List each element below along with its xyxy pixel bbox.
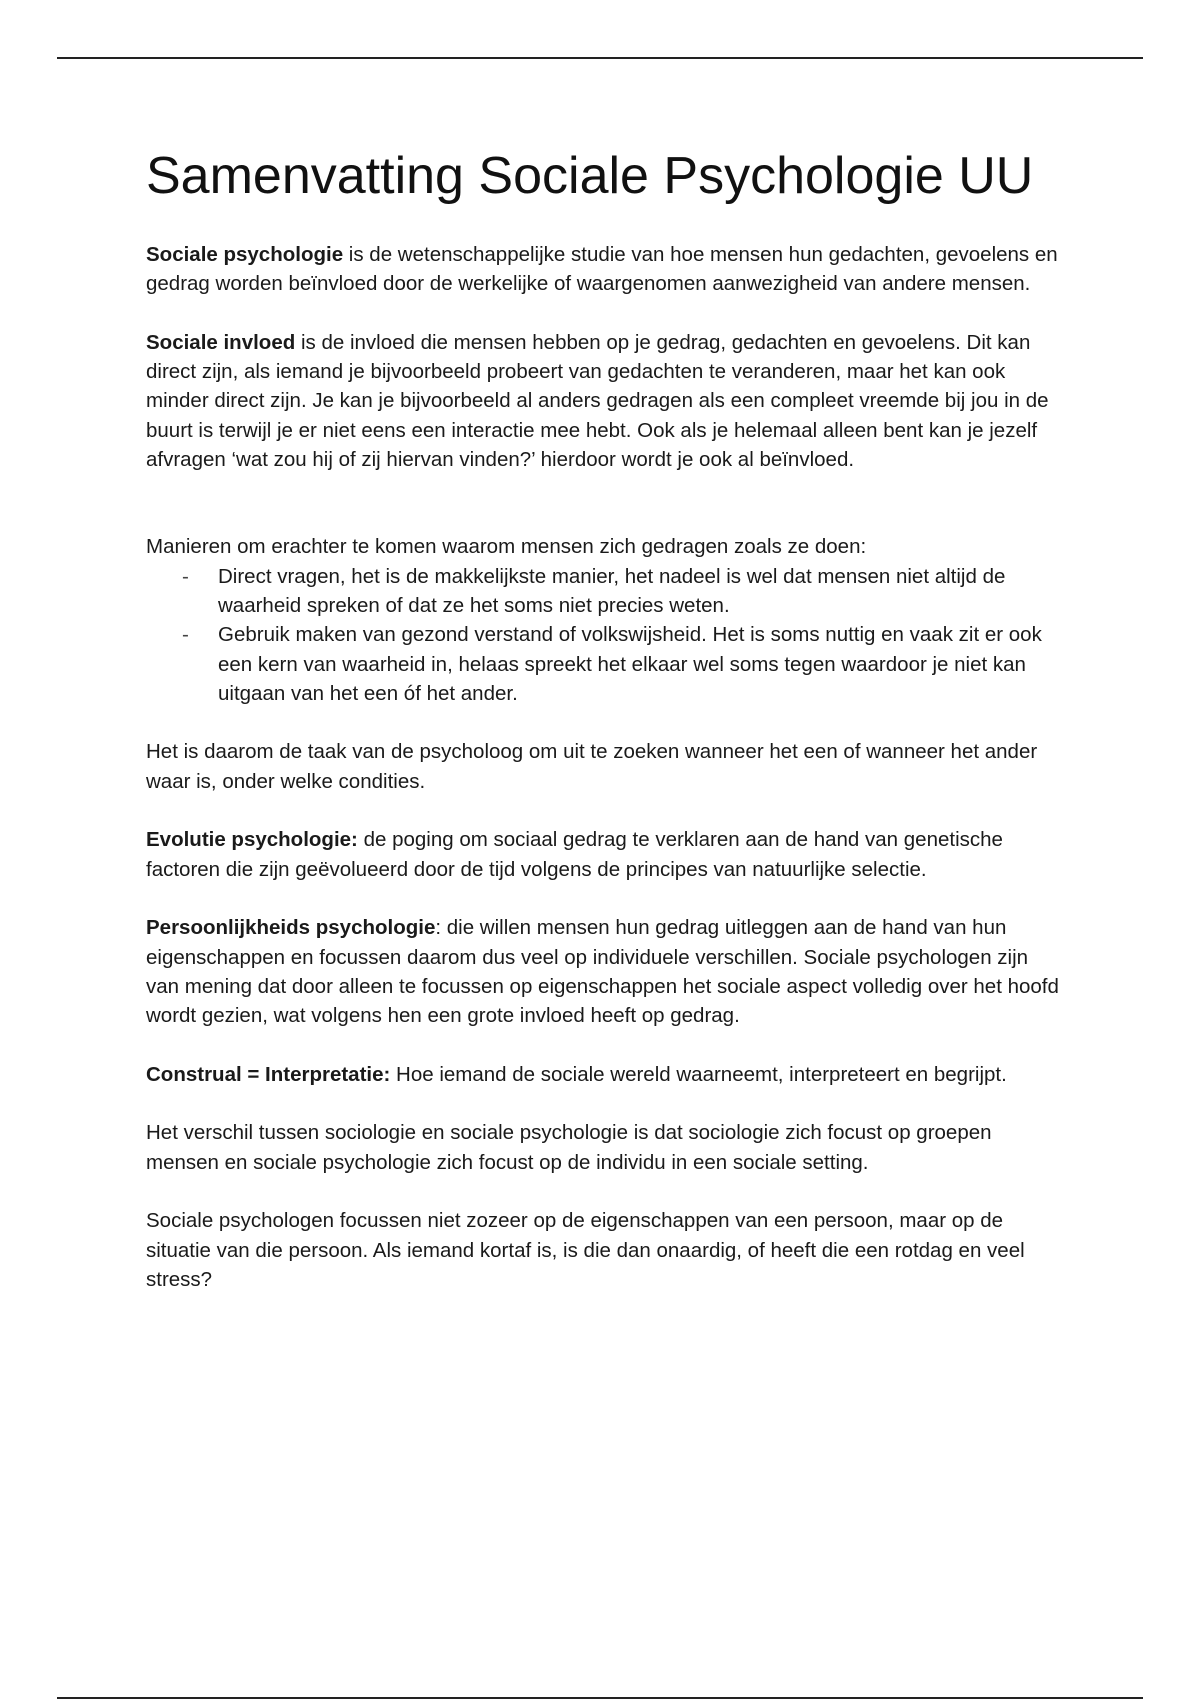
- term-construal: Construal = Interpretatie:: [146, 1062, 391, 1086]
- dash-bullet: -: [182, 623, 189, 647]
- methods-list: [146, 562, 1066, 708]
- document-title: Samenvatting Sociale Psychologie UU: [146, 147, 1034, 205]
- term-sociale-psychologie: Sociale psychologie: [146, 243, 344, 266]
- definition-text: de poging om sociaal gedrag te verklaren aan de hand van genetische factoren die zijn geëvolueerd door de tijd volgens de principes van natuurlijke selectie.: [146, 828, 1003, 881]
- paragraph-sociale-invloed: [146, 328, 1066, 474]
- paragraph-persoonlijkheids-psychologie: [146, 913, 1066, 1030]
- paragraph-evolutie-psychologie: [146, 825, 1066, 884]
- list-item: [146, 562, 1066, 621]
- list-item: [146, 620, 1066, 708]
- paragraph-construal: [146, 1060, 1066, 1089]
- dash-bullet: -: [182, 564, 189, 588]
- methods-intro: Manieren om erachter te komen waarom mensen zich gedragen zoals ze doen:: [146, 535, 867, 559]
- paragraph-taak-psycholoog: Het is daarom de taak van de psycholoog om uit te zoeken wanneer het een of wanneer het ander waar is, onder welke condities.: [146, 740, 1038, 793]
- definition-text: : die willen mensen hun gedrag uitleggen aan de hand van hun eigenschappen en focussen daarom dus veel op individuele verschillen. Sociale psychologen zijn van mening dat door alleen te focussen op eigenschappen het sociale aspect volledig over het hoofd wordt gezien, wat volgens hen een grote invloed heeft op gedrag.: [146, 916, 1059, 1028]
- definition-text: is de invloed die mensen hebben op je gedrag, gedachten en gevoelens. Dit kan direct zijn, als iemand je bijvoorbeeld probeert van gedachten te veranderen, maar het kan ook minder direct zijn. Je kan je bijvoorbeeld al anders gedragen als een compleet vreemde bij jou in de buurt is terwijl je er niet eens een interactie mee hebt. Ook als je helemaal alleen bent kan je jezelf afvragen ‘wat zou hij of zij hiervan vinden?’ hierdoor wordt je ook al beïnvloed.: [146, 330, 1049, 472]
- document-body: [146, 144, 1066, 1294]
- term-sociale-invloed: Sociale invloed: [146, 330, 296, 354]
- bottom-rule: [57, 1697, 1143, 1699]
- paragraph-situatie: Sociale psychologen focussen niet zozeer op de eigenschappen van een persoon, maar op de situatie van die persoon. Als iemand kortaf is, is die dan onaardig, of heeft die een rotdag en veel stress?: [146, 1209, 1025, 1291]
- paragraph-sociologie-verschil: Het verschil tussen sociologie en sociale psychologie is dat sociologie zich focust op groepen mensen en sociale psychologie zich focust op de individu in een sociale setting.: [146, 1121, 992, 1174]
- paragraph-sociale-psychologie: [146, 240, 1066, 299]
- list-item-text: Gebruik maken van gezond verstand of volkswijsheid. Het is soms nuttig en vaak zit er ook een kern van waarheid in, helaas spreekt het elkaar wel soms tegen waardoor je niet kan uitgaan van het een óf het ander.: [218, 623, 1042, 705]
- list-item-text: Direct vragen, het is de makkelijkste manier, het nadeel is wel dat mensen niet altijd de waarheid spreken of dat ze het soms niet precies weten.: [218, 564, 1006, 617]
- term-evolutie-psychologie: Evolutie psychologie:: [146, 828, 358, 852]
- definition-text: Hoe iemand de sociale wereld waarneemt, interpreteert en begrijpt.: [390, 1062, 1007, 1086]
- top-rule: [57, 57, 1143, 59]
- term-persoonlijkheids-psychologie: Persoonlijkheids psychologie: [146, 916, 436, 940]
- definition-text: is de wetenschappelijke studie van hoe mensen hun gedachten, gevoelens en gedrag worden beïnvloed door de werkelijke of waargenomen aanwezigheid van andere mensen.: [146, 243, 1058, 296]
